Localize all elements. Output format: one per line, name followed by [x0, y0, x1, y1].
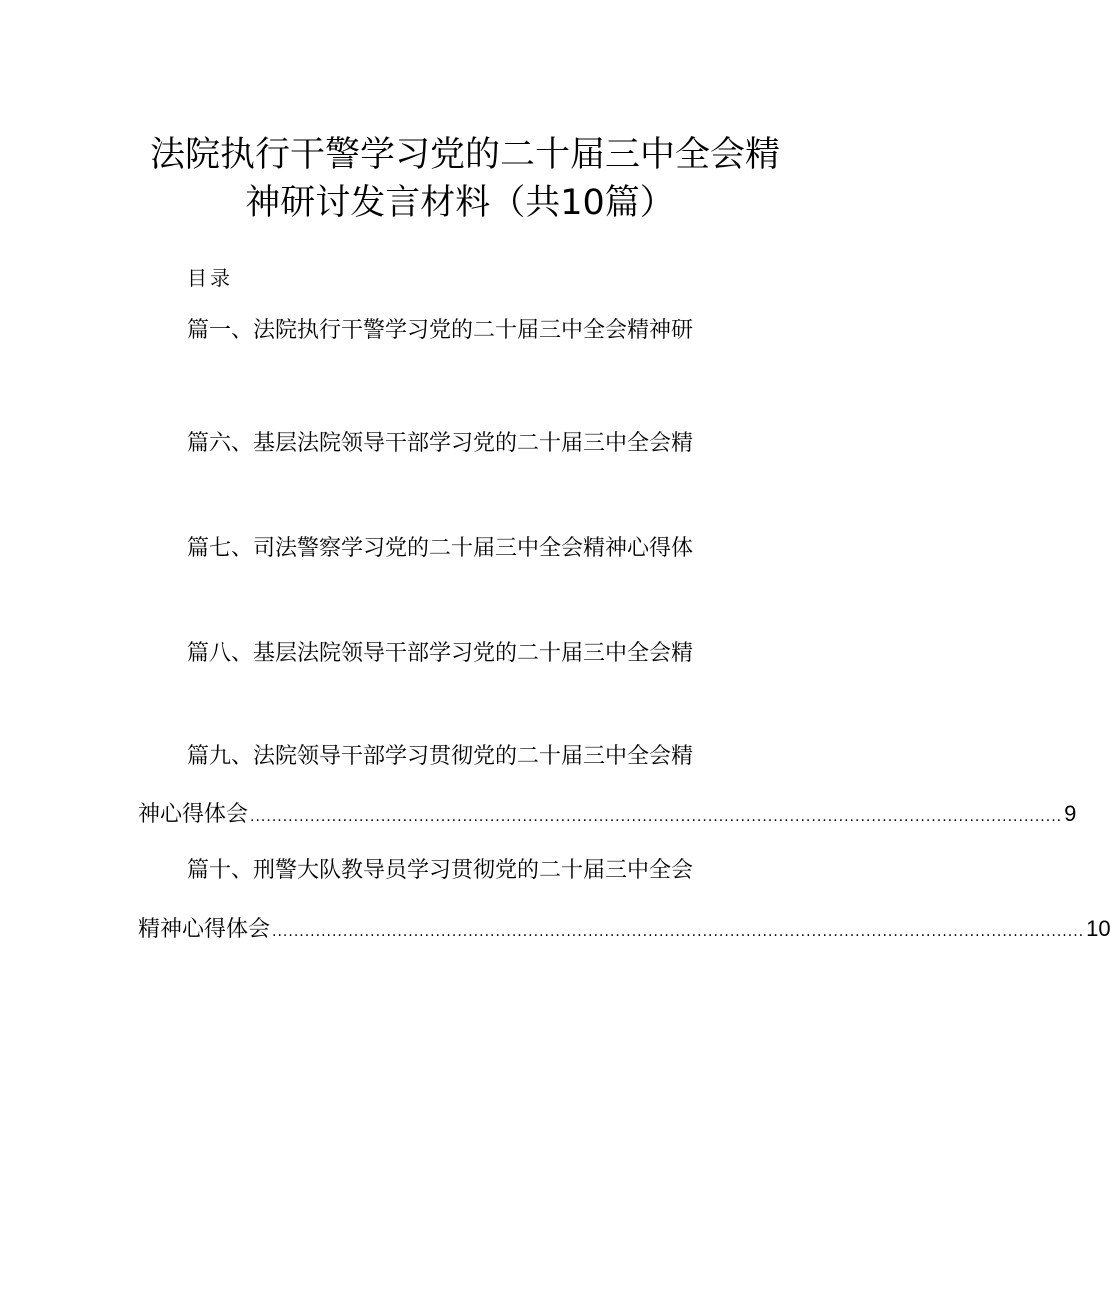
document-title-line-1: 法院执行干警学习党的二十届三中全会精: [150, 135, 781, 175]
toc-dot-leader: .....................................................................................................................................................: [272, 924, 1085, 940]
toc-entry-10[interactable]: 篇十、刑警大队教导员学习贯彻党的二十届三中全会: [187, 858, 694, 883]
toc-heading: 目录: [187, 266, 233, 290]
document-title-line-2: 神研讨发言材料（共10篇）: [245, 183, 675, 223]
toc-entry-1[interactable]: 篇一、法院执行干警学习党的二十届三中全会精神研: [187, 318, 694, 343]
toc-entry-9-page-number: 9: [1064, 801, 1077, 826]
toc-entry-9-continuation[interactable]: [138, 801, 1077, 827]
toc-entry-10-continuation-text: 精神心得体会: [138, 917, 271, 942]
toc-entry-6[interactable]: 篇六、基层法院领导干部学习党的二十届三中全会精: [187, 431, 694, 456]
toc-entry-9[interactable]: 篇九、法院领导干部学习贯彻党的二十届三中全会精: [187, 744, 694, 769]
toc-entry-7[interactable]: 篇七、司法警察学习党的二十届三中全会精神心得体: [187, 536, 694, 561]
toc-dot-leader: .....................................................................................................................................................: [250, 809, 1063, 825]
toc-entry-9-continuation-text: 神心得体会: [138, 802, 249, 827]
toc-entry-10-page-number: 10: [1086, 916, 1111, 941]
toc-entry-10-continuation[interactable]: [138, 916, 1111, 942]
toc-entry-8[interactable]: 篇八、基层法院领导干部学习党的二十届三中全会精: [187, 641, 694, 666]
